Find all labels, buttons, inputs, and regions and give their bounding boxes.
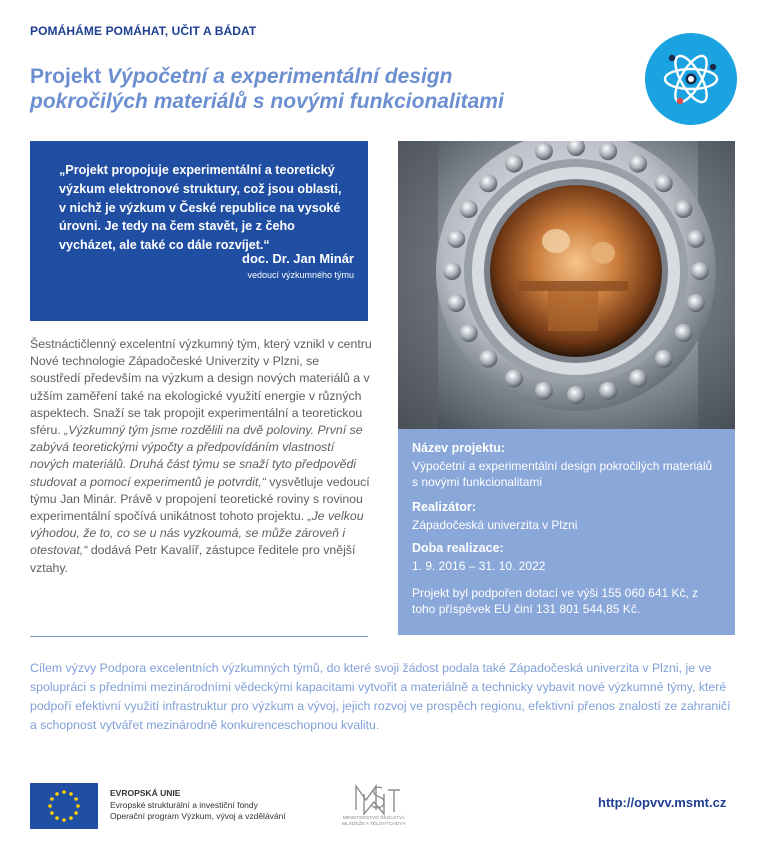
- quote-author-block: [242, 251, 354, 280]
- msmt-caption1: MINISTERSTVO ŠKOLSTVÍ,: [342, 816, 406, 821]
- body-quote1: „Výzkumný tým jsme rozdělili na dvě poloviny. První se zabývá teoretickými výpočty a předpovídáním vlastností nových materiálů. Druhá část týmu se snaží tyto předpovědi studovat a pomocí experimentů je potvrdit,“: [30, 423, 363, 489]
- quote-author: doc. Dr. Jan Minár: [242, 251, 354, 266]
- project-info-box: [398, 429, 735, 635]
- eu-text-block: [110, 788, 286, 823]
- body-p1: Šestnáctičlenný excelentní výzkumný tým, který vznikl v centru Nové technologie Západočeské Univerzity v Plzni, se soustředí především na výzkum a design nových materiálů a v užším zaměření také na ekologické využití energie v různých aspektech. Snaží se tak propojit experimentální a teoretickou sféru.: [30, 337, 372, 438]
- quote-role: vedoucí výzkumného týmu: [247, 270, 354, 280]
- quote-text: „Projekt propojuje experimentální a teoretický výzkum elektronové struktury, což jsou oblasti, v nichž je výzkum v České republice na vysoké úrovni. Je tedy na čem stavět, je z čeho vycházet, ale také co dále rozvíjet.“: [59, 163, 342, 253]
- eu-line3: Operační program Výzkum, vývoj a vzdělávání: [110, 811, 286, 821]
- vacuum-chamber-photo: [398, 141, 735, 429]
- duration-value: 1. 9. 2016 – 31. 10. 2022: [412, 559, 546, 573]
- title-line1: Výpočetní a experimentální design: [107, 65, 453, 88]
- msmt-logo: [334, 780, 414, 828]
- atom-icon: [645, 33, 737, 125]
- title-prefix: Projekt: [30, 65, 108, 88]
- quote-box: [30, 141, 368, 321]
- body-quote2: „Je velkou výhodou, že to, co se u nás vyzkoumá, se může zároveň i otestovat,“: [30, 509, 364, 558]
- eu-flag-icon: [30, 783, 98, 829]
- msmt-caption2: MLÁDEŽE A TĚLOVÝCHOVY: [342, 821, 406, 827]
- divider: [30, 636, 368, 637]
- implementer-label: Realizátor:: [412, 500, 476, 514]
- funding-note: Projekt byl podpořen dotací ve výši 155 060 641 Kč, z toho příspěvek EU činí 131 801 544,85 Kč.: [412, 586, 699, 616]
- page-title: [30, 64, 600, 114]
- kicker: POMÁHÁME POMÁHAT, UČIT A BÁDAT: [30, 24, 257, 38]
- article-body: [30, 336, 372, 577]
- duration-label: Doba realizace:: [412, 541, 504, 555]
- title-line2: pokročilých materiálů s novými funkcionalitami: [30, 90, 504, 113]
- body-end: dodává Petr Kavalíř, zástupce ředitele pro vnější vztahy.: [30, 543, 356, 575]
- eu-line1: EVROPSKÁ UNIE: [110, 788, 181, 798]
- project-name-label: Název projektu:: [412, 441, 506, 455]
- website-link[interactable]: http://opvvv.msmt.cz: [598, 795, 727, 810]
- aim-text: Cílem výzvy Podpora excelentních výzkumných týmů, do které svoji žádost podala také Západočeská univerzita v Plzni, je ve spolupráci s předními mezinárodními vědeckými kapacitami vytvořit a materiálně a technicky vybavit nové výzkumné týmy, které podpoří efektivní využití infrastruktur pro výzkum a vývoj, jejich rozvoj ve prospěch regionu, efektivní přenos znalostí ze zahraničí a schopnost vytvářet mezinárodně konkurenceschopnou kvalitu.: [30, 661, 731, 732]
- body-cont: vysvětluje vedoucí týmu Jan Minár. Právě v propojení teoretické roviny s rovinou experimentální spočívá unikátnost tohoto projektu.: [30, 474, 370, 524]
- implementer-value: Západočeská univerzita v Plzni: [412, 518, 578, 532]
- eu-line2: Evropské strukturální a investiční fondy: [110, 799, 258, 810]
- project-name-value: Výpočetní a experimentální design pokročilých materiálů s novými funkcionalitami: [412, 459, 713, 489]
